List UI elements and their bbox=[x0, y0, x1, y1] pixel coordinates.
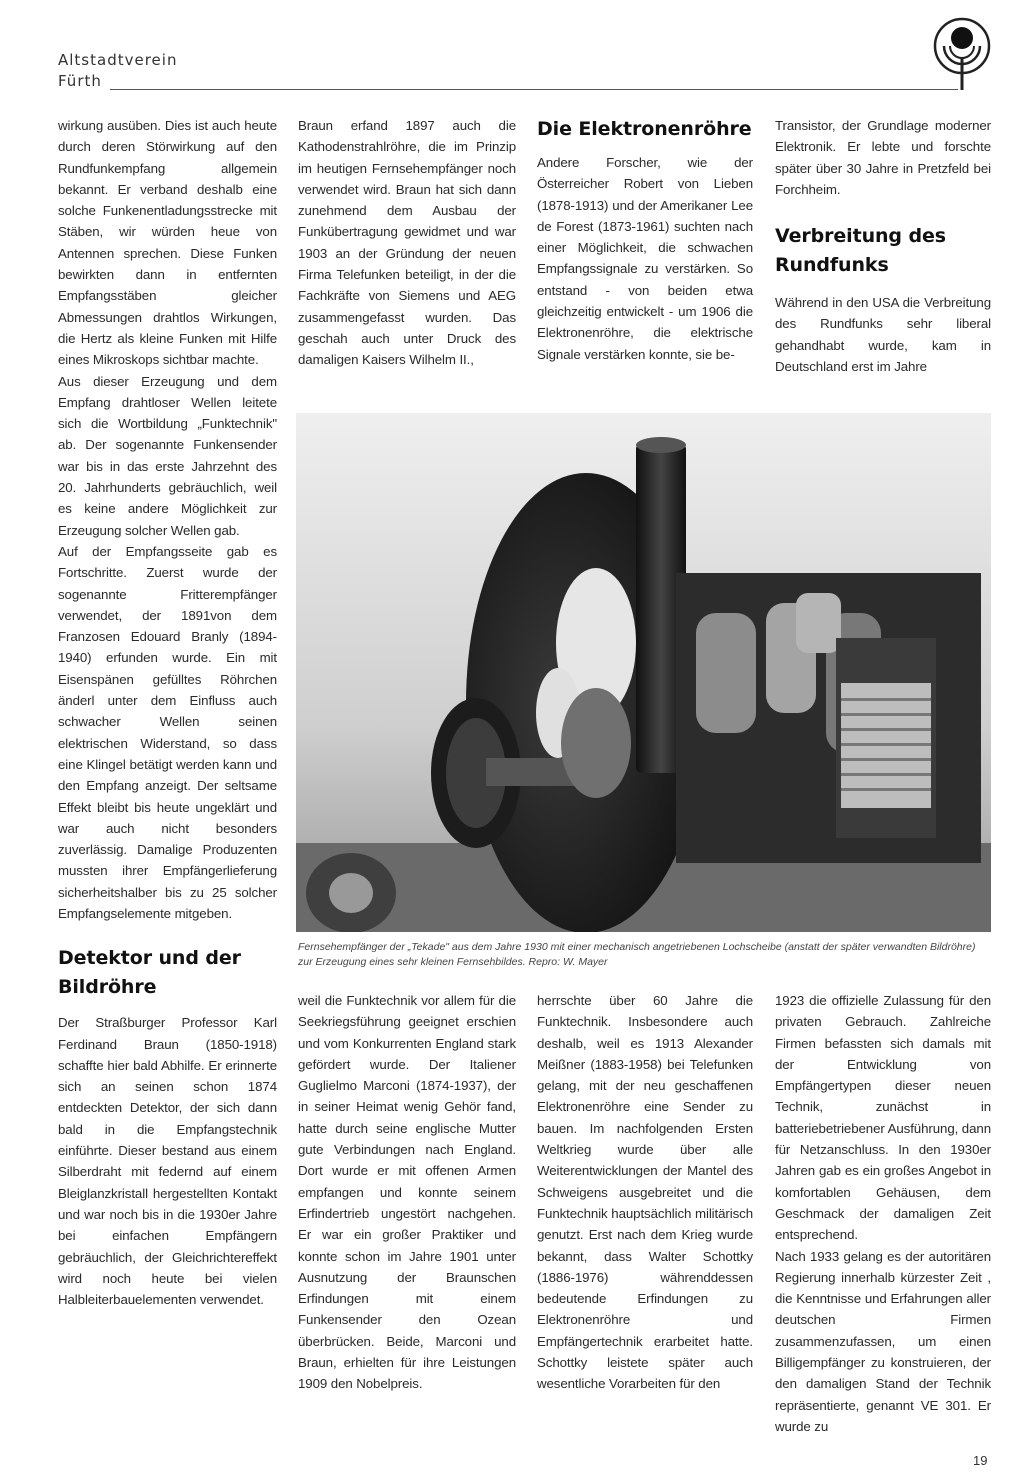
header-city: Fürth bbox=[58, 72, 102, 90]
section-heading-detektor: Detektor und der Bildröhre bbox=[58, 947, 241, 999]
section-heading-elektronenroehre: Die Elektronenröhre bbox=[537, 118, 752, 140]
tekade-tv-receiver-photo bbox=[296, 413, 991, 932]
col1-paragraph-3: Auf der Empfangsseite gab es Fortschritte. Zuerst wurde der sogenannte Fritterempfänger verwendet, der 1891von dem Franzosen Edouard Branly (1894-1940) erfunden wurde. Ein mit Eisenspänen gefülltes Röhrchen änderl unter dem Einfluss auch schwacher Wellen seinen elektrischen Widerstand, so dass eine Klingel betätigt werden kann und den Empfang anzeigt. Der seltsame Effekt bleibt bis heute ungeklärt und war auch nicht besonders zuverlässig. Damalige Produzenten mussten ihrer Empfängerlieferung sicherheitshalber bis zu 25 solcher Empfangselemente mitgeben. bbox=[58, 543, 277, 921]
section-heading-rundfunk: Verbreitung des Rundfunks bbox=[775, 225, 946, 277]
altstadtverein-logo-icon bbox=[928, 16, 996, 92]
col4-bottom-paragraph-1: 1923 die offizielle Zulassung für den privaten Gebrauch. Zahlreiche Firmen befassten sich damals mit der Entwicklung von Empfängertypen dieser neuen Technik, zunächst in batteriebetriebener Ausführung, dann für Netzanschluss. In den 1930er Jahren gab es ein großes Angebot in komfortablen Gehäusen, dem Geschmack der damaligen Zeit entsprechend. bbox=[775, 993, 991, 1243]
figure-caption: Fernsehempfänger der „Tekade" aus dem Jahre 1930 mit einer mechanisch angetriebenen Lochscheibe (anstatt der später verwandten Bildröhre) zur Erzeugung eines sehr kleinen Fernsehbildes. Repro: W. Mayer bbox=[298, 941, 976, 968]
column-3-bottom bbox=[537, 990, 753, 1395]
column-4-top bbox=[775, 115, 991, 377]
header-rule bbox=[110, 89, 958, 90]
page-number: 19 bbox=[973, 1453, 988, 1468]
column-2-bottom bbox=[298, 990, 516, 1395]
col2-bottom-paragraph: weil die Funktechnik vor allem für die Seekriegsführung geeignet erschien und vom Konkurrenten England stark gefördert wurde. Der Italiener Guglielmo Marconi (1874-1937), der in seiner Heimat wenig Gehör fand, hatte durch seine englische Mutter gute Verbindungen nach England. Dort wurde er mit offenen Armen empfangen und konnte seinem Erfindertrieb ungestört nachgehen. Er war ein großer Praktiker und konnte schon im Jahre 1901 unter Ausnutzung der Braunschen Erfindungen mit einem Funkensender den Ozean überbrücken. Beide, Marconi und Braun, erhielten für ihre Leistungen 1909 den Nobelpreis. bbox=[298, 993, 516, 1392]
column-3-top bbox=[537, 115, 753, 365]
col3-paragraph-1: Andere Forscher, wie der Österreicher Robert von Lieben (1878-1913) und der Amerikaner Lee de Forest (1873-1961) suchten nach einer Möglichkeit, die schwachen Empfangssignale zu verstärken. So entstand - von beiden etwa gleichzeitig entwickelt - um 1906 die Elektronenröhre, die elektrische Signale verstärken konnte, sie be- bbox=[537, 155, 753, 362]
col3-bottom-paragraph: herrschte über 60 Jahre die Funktechnik. Insbesondere auch deshalb, weil es 1913 Alexander Meißner (1883-1958) bei Telefunken gelang, mit der neu geschaffenen Elektronenröhre eine Sender zu bauen. Im nachfolgenden Ersten Weltkrieg wurde über alle Weiterentwicklungen der Mantel des Schweigens ausgebreitet und die Funktechnik hauptsächlich militärisch genutzt. Erst nach dem Krieg wurde bekannt, dass Walter Schottky (1886-1976) währenddessen bedeutende Erfindungen zu Elektronenröhre und Empfängertechnik erarbeitet hatte. Schottky leistete später auch wesentliche Vorarbeiten für den bbox=[537, 993, 753, 1392]
col4-paragraph-1: Transistor, der Grundlage moderner Elektronik. Er lebte und forschte später über 30 Jahre in Pretzfeld bei Forchheim. bbox=[775, 118, 991, 197]
col4-bottom-paragraph-2: Nach 1933 gelang es der autoritären Regierung innerhalb kürzester Zeit , die Kenntnisse und Erfahrungen aller deutschen Firmen zusammenzufassen, um einen Billigempfänger zu konstruieren, der den damaligen Stand der Technik repräsentierte, genannt VE 301. Er wurde zu bbox=[775, 1248, 991, 1434]
col4-paragraph-2: Während in den USA die Verbreitung des Rundfunks sehr liberal gehandhabt wurde, kam in Deutschland erst im Jahre bbox=[775, 295, 991, 375]
column-4-bottom bbox=[775, 990, 991, 1437]
col1-paragraph-2: Aus dieser Erzeugung und dem Empfang drahtloser Wellen leitete sich die Wortbildung „Funktechnik" ab. Der sogenannte Funkensender war bis in das erste Jahrzehnt des 20. Jahrhunderts gebräuchlich, weil es keine andere Möglichkeit zur Erzeugung solcher Wellen gab. bbox=[58, 373, 277, 538]
header-org-name: Altstadtverein bbox=[58, 51, 178, 69]
column-1 bbox=[58, 115, 277, 1310]
column-2-top bbox=[298, 115, 516, 371]
col2-paragraph-1: Braun erfand 1897 auch die Kathodenstrahlröhre, die im Prinzip im heutigen Fernsehempfänger noch verwendet wird. Braun hat sich dann zunehmend dem Ausbau der Funkübertragung gewidmet und war 1903 an der Gründung der neuen Firma Telefunken beteiligt, in der die Fachkräfte von Siemens und AEG zusammengefasst wurden. Das geschah auch unter Druck des damaligen Kaisers Wilhelm II., bbox=[298, 118, 516, 368]
col1-paragraph-1: wirkung ausüben. Dies ist auch heute durch deren Störwirkung auf den Rundfunkempfang allgemein bekannt. Er verband deshalb eine solche Funkenentladungsstrecke mit Stäben, wir würden heue von Antennen sprechen. Diese Funken bewirkten dann in entfernten Empfangsstäben gleicher Abmessungen drahtlos Wirkungen, die Hertz als kleine Funken mit Hilfe eines Mikroskops sichtbar machte. bbox=[58, 118, 277, 368]
col1-paragraph-4: Der Straßburger Professor Karl Ferdinand Braun (1850-1918) schaffte hier bald Abhilfe. Er erinnerte sich an seinen schon 1874 entdeckten Detektor, der sich dann bald in die Empfangstechnik einführte. Dieser bestand aus einem Silberdraht mit federnd auf einem Bleiglanzkristall hergestellten Kontakt und war noch bis in die 1930er Jahre bei einfachen Empfängern gebräuchlich, der Gleichrichtereffekt wird noch heute bei vielen Halbleiterbauelementen verwendet. bbox=[58, 1015, 277, 1308]
